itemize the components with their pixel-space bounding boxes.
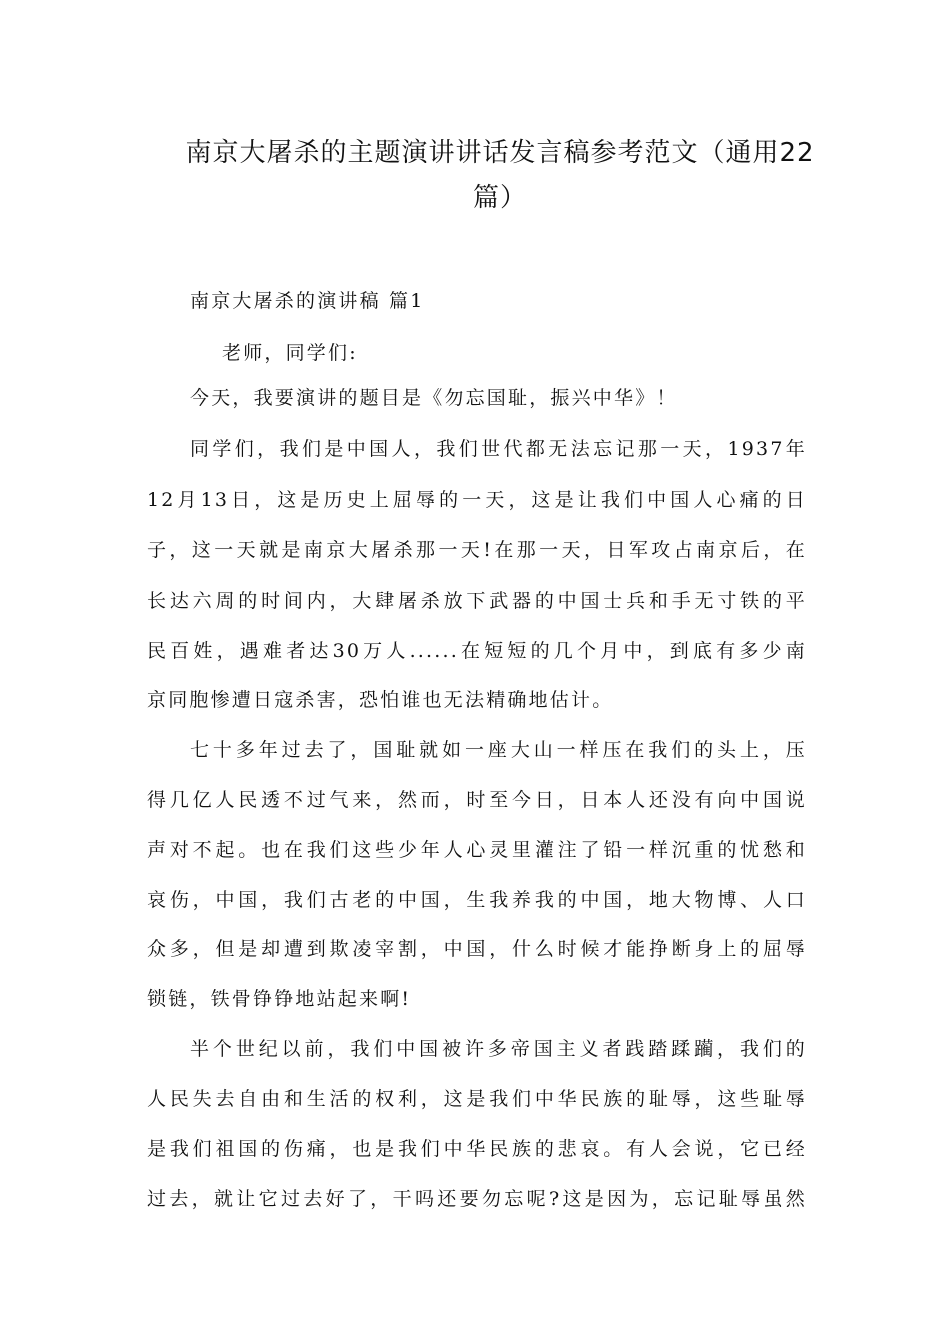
body-line: 子，这一天就是南京大屠杀那一天!在那一天，日军攻占南京后，在 bbox=[147, 539, 807, 561]
body-line: 过去，就让它过去好了，干吗还要勿忘呢?这是因为，忘记耻辱虽然 bbox=[147, 1188, 807, 1210]
body-line: 声对不起。也在我们这些少年人心灵里灌注了铅一样沉重的忧愁和 bbox=[147, 839, 807, 861]
body-line: 12月13日，这是历史上屈辱的一天，这是让我们中国人心痛的日 bbox=[147, 489, 807, 511]
body-line: 长达六周的时间内，大肆屠杀放下武器的中国士兵和手无寸铁的平 bbox=[147, 590, 807, 612]
body-line: 半个世纪以前，我们中国被许多帝国主义者践踏蹂躏，我们的 bbox=[190, 1038, 807, 1060]
body-line: 锁链，铁骨铮铮地站起来啊! bbox=[147, 988, 412, 1010]
body-line: 今天，我要演讲的题目是《勿忘国耻，振兴中华》！ bbox=[190, 387, 678, 409]
body-line: 人民失去自由和生活的权利，这是我们中华民族的耻辱，这些耻辱 bbox=[147, 1088, 807, 1110]
body-line: 哀伤，中国，我们古老的中国，生我养我的中国，地大物博、人口 bbox=[147, 889, 807, 911]
section-heading: 南京大屠杀的演讲稿 篇1 bbox=[190, 290, 425, 312]
body-line: 民百姓，遇难者达30万人......在短短的几个月中，到底有多少南 bbox=[147, 640, 807, 662]
body-line: 是我们祖国的伤痛，也是我们中华民族的悲哀。有人会说，它已经 bbox=[147, 1138, 807, 1160]
greeting: 老师，同学们: bbox=[222, 342, 358, 364]
body-line: 京同胞惨遭日寇杀害，恐怕谁也无法精确地估计。 bbox=[147, 689, 614, 711]
body-line: 同学们，我们是中国人，我们世代都无法忘记那一天，1937年 bbox=[190, 438, 807, 460]
body-line: 众多，但是却遭到欺凌宰割，中国，什么时候才能挣断身上的屈辱 bbox=[147, 938, 807, 960]
body-line: 七十多年过去了，国耻就如一座大山一样压在我们的头上，压 bbox=[190, 739, 807, 761]
document-title-line-1: 南京大屠杀的主题演讲讲话发言稿参考范文（通用22 bbox=[185, 138, 815, 168]
body-line: 得几亿人民透不过气来，然而，时至今日，日本人还没有向中国说 bbox=[147, 789, 807, 811]
document-title-line-2: 篇） bbox=[472, 183, 527, 213]
